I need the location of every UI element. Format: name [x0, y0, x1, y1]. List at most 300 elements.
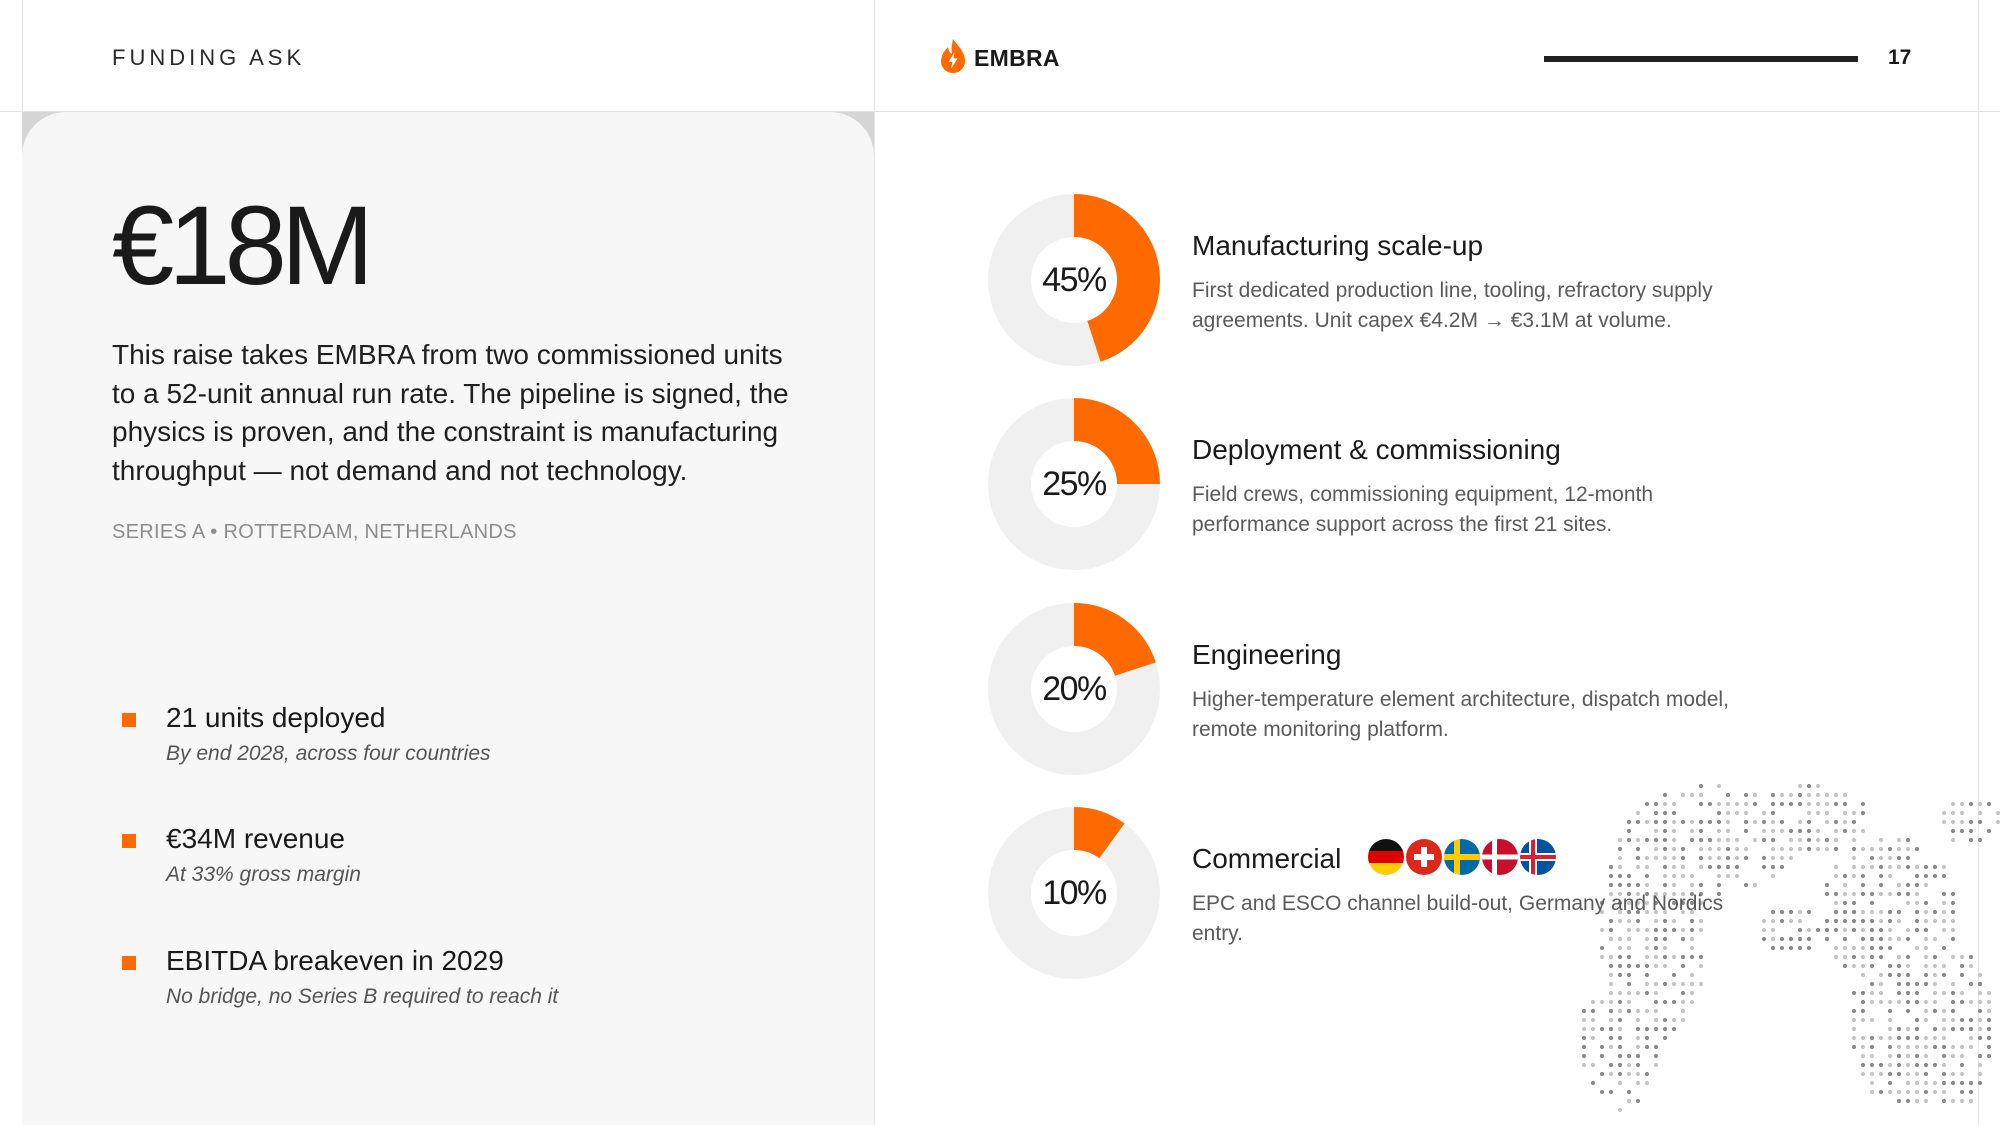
map-dot — [1888, 874, 1892, 878]
map-dot — [1951, 991, 1955, 995]
map-dot — [1870, 1045, 1874, 1049]
map-dot — [1996, 811, 2000, 815]
map-dot — [1924, 1081, 1928, 1085]
map-dot — [1699, 784, 1703, 788]
map-dot — [1618, 991, 1622, 995]
map-dot — [1987, 1027, 1991, 1031]
denmark-flag-icon — [1482, 839, 1518, 875]
map-dot — [1645, 1036, 1649, 1040]
map-dot — [1951, 919, 1955, 923]
map-dot — [1609, 1045, 1613, 1049]
map-dot — [1609, 1090, 1613, 1094]
map-dot — [1987, 991, 1991, 995]
map-dot — [1627, 1054, 1631, 1058]
map-dot — [1987, 1045, 1991, 1049]
map-dot — [1951, 901, 1955, 905]
map-dot — [1915, 928, 1919, 932]
page-number: 17 — [1888, 46, 1912, 69]
map-dot — [1789, 793, 1793, 797]
map-dot — [1654, 1045, 1658, 1049]
map-dot — [1888, 946, 1892, 950]
map-dot — [1933, 910, 1937, 914]
map-dot — [1915, 1099, 1919, 1103]
map-dot — [1897, 919, 1901, 923]
map-dot — [1888, 1009, 1892, 1013]
map-dot — [1681, 1009, 1685, 1013]
map-dot — [1618, 1108, 1622, 1112]
map-dot — [1951, 982, 1955, 986]
map-dot — [1897, 883, 1901, 887]
map-dot — [1609, 1009, 1613, 1013]
map-dot — [1636, 1009, 1640, 1013]
map-dot — [1672, 802, 1676, 806]
map-dot — [1861, 1072, 1865, 1076]
map-dot — [1906, 1063, 1910, 1067]
map-dot — [1798, 793, 1802, 797]
map-dot — [1906, 1081, 1910, 1085]
map-dot — [1924, 1099, 1928, 1103]
map-dot — [1852, 1027, 1856, 1031]
map-dot — [1969, 1000, 1973, 1004]
map-dot — [1618, 1027, 1622, 1031]
map-dot — [1798, 784, 1802, 788]
map-dot — [1924, 874, 1928, 878]
map-dot — [1960, 1027, 1964, 1031]
map-dot — [1654, 1018, 1658, 1022]
bullet-square-icon — [122, 956, 136, 970]
map-dot — [1690, 982, 1694, 986]
map-dot — [1654, 802, 1658, 806]
map-dot — [1690, 991, 1694, 995]
map-dot — [1663, 802, 1667, 806]
map-dot — [1924, 955, 1928, 959]
map-dot — [1906, 1036, 1910, 1040]
map-dot — [1897, 1027, 1901, 1031]
map-dot — [1897, 847, 1901, 851]
map-dot — [1744, 793, 1748, 797]
map-dot — [1906, 955, 1910, 959]
map-dot — [1645, 1009, 1649, 1013]
map-dot — [1951, 802, 1955, 806]
map-dot — [1978, 820, 1982, 824]
allocation-percent: 20% — [1042, 669, 1106, 708]
allocation-percent: 10% — [1042, 873, 1106, 912]
map-dot — [1888, 1027, 1892, 1031]
map-dot — [1618, 1000, 1622, 1004]
allocation-title: Manufacturing scale-up — [1192, 230, 1484, 261]
map-dot — [1915, 847, 1919, 851]
map-dot — [1861, 1036, 1865, 1040]
map-dot — [1672, 982, 1676, 986]
map-dot — [1834, 802, 1838, 806]
map-dot — [1906, 973, 1910, 977]
map-dot — [1618, 1081, 1622, 1085]
map-dot — [1987, 1018, 1991, 1022]
funding-intro: This raise takes EMBRA from two commissioned units to a 52-unit annual run rate. The pipeline is signed, the physics is proven, and the constraint is manufacturing throughput — not demand and not technology. — [112, 339, 789, 486]
map-dot — [1942, 820, 1946, 824]
map-dot — [1753, 793, 1757, 797]
map-dot — [1591, 1036, 1595, 1040]
map-dot — [1924, 910, 1928, 914]
map-dot — [1960, 955, 1964, 959]
allocation-percent: 25% — [1042, 464, 1106, 503]
map-dot — [1870, 1072, 1874, 1076]
map-dot — [1690, 1000, 1694, 1004]
map-dot — [1969, 1036, 1973, 1040]
map-dot — [1942, 1018, 1946, 1022]
map-dot — [1861, 1018, 1865, 1022]
map-dot — [1897, 910, 1901, 914]
map-dot — [1852, 1009, 1856, 1013]
map-dot — [1888, 1045, 1892, 1049]
funding-amount: €18M — [112, 183, 369, 308]
map-dot — [1636, 1099, 1640, 1103]
map-dot — [1771, 802, 1775, 806]
map-dot — [1807, 793, 1811, 797]
map-dot — [1924, 919, 1928, 923]
map-dot — [1654, 1063, 1658, 1067]
map-dot — [1870, 982, 1874, 986]
map-dot — [1951, 937, 1955, 941]
map-dot — [1933, 1000, 1937, 1004]
map-dot — [1627, 1090, 1631, 1094]
milestone-subtitle: At 33% gross margin — [166, 863, 361, 886]
map-dot — [1591, 1009, 1595, 1013]
map-dot — [1663, 1036, 1667, 1040]
map-dot — [1915, 982, 1919, 986]
map-dot — [1933, 1063, 1937, 1067]
map-dot — [1942, 901, 1946, 905]
section-label: FUNDING ASK — [112, 45, 306, 70]
map-dot — [1897, 838, 1901, 842]
map-dot — [1933, 982, 1937, 986]
map-dot — [1888, 1054, 1892, 1058]
map-dot — [1582, 1027, 1586, 1031]
map-dot — [1636, 1072, 1640, 1076]
map-dot — [1969, 1081, 1973, 1085]
map-dot — [1924, 982, 1928, 986]
map-dot — [1924, 1009, 1928, 1013]
map-dot — [1861, 802, 1865, 806]
map-dot — [1897, 1045, 1901, 1049]
map-dot — [1879, 1072, 1883, 1076]
map-dot — [1951, 829, 1955, 833]
map-dot — [1978, 1063, 1982, 1067]
map-dot — [1699, 982, 1703, 986]
map-dot — [1888, 847, 1892, 851]
map-dot — [1915, 1081, 1919, 1085]
map-dot — [1852, 991, 1856, 995]
map-dot — [1645, 982, 1649, 986]
map-dot — [1879, 982, 1883, 986]
map-dot — [1897, 1036, 1901, 1040]
map-dot — [1591, 1063, 1595, 1067]
map-dot — [1978, 1081, 1982, 1085]
map-dot — [1951, 1045, 1955, 1049]
map-dot — [1636, 1081, 1640, 1085]
map-dot — [1897, 1063, 1901, 1067]
allocation-description: Field crews, commissioning equipment, 12-month performance support across the first 21 sites. — [1192, 483, 1654, 536]
map-dot — [1942, 1027, 1946, 1031]
allocation-title: Commercial — [1192, 843, 1342, 874]
map-dot — [1888, 964, 1892, 968]
map-dot — [1951, 1000, 1955, 1004]
map-dot — [1636, 991, 1640, 995]
map-dot — [1600, 1072, 1604, 1076]
map-dot — [1807, 784, 1811, 788]
map-dot — [1888, 973, 1892, 977]
map-dot — [1879, 1036, 1883, 1040]
map-dot — [1924, 901, 1928, 905]
map-dot — [1870, 1018, 1874, 1022]
allocation-description: First dedicated production line, tooling, refractory supply agreements. Unit capex €4.2M → €3.1M at volume. — [1192, 279, 1713, 332]
map-dot — [1960, 991, 1964, 995]
map-dot — [1978, 802, 1982, 806]
map-dot — [1906, 1045, 1910, 1049]
map-dot — [1807, 802, 1811, 806]
allocation-title: Deployment & commissioning — [1192, 434, 1561, 465]
map-dot — [1951, 820, 1955, 824]
map-dot — [1591, 1027, 1595, 1031]
map-dot — [1870, 1063, 1874, 1067]
map-dot — [1690, 793, 1694, 797]
map-dot — [1951, 1054, 1955, 1058]
map-dot — [1915, 919, 1919, 923]
map-dot — [1915, 865, 1919, 869]
map-dot — [1699, 793, 1703, 797]
map-dot — [1924, 973, 1928, 977]
map-dot — [1672, 1018, 1676, 1022]
map-dot — [1672, 1000, 1676, 1004]
map-dot — [1942, 946, 1946, 950]
map-dot — [1870, 1000, 1874, 1004]
map-dot — [1924, 1000, 1928, 1004]
milestone-title: 21 units deployed — [166, 702, 386, 733]
map-dot — [1618, 1045, 1622, 1049]
map-dot — [1654, 991, 1658, 995]
map-dot — [1924, 1072, 1928, 1076]
map-dot — [1780, 793, 1784, 797]
map-dot — [1825, 802, 1829, 806]
map-dot — [1906, 1090, 1910, 1094]
map-dot — [1600, 1090, 1604, 1094]
map-dot — [1951, 1009, 1955, 1013]
map-dot — [1906, 856, 1910, 860]
map-dot — [1960, 964, 1964, 968]
map-dot — [1915, 991, 1919, 995]
map-dot — [1969, 1090, 1973, 1094]
map-dot — [1915, 1063, 1919, 1067]
map-dot — [1942, 1081, 1946, 1085]
milestone-subtitle: No bridge, no Series B required to reach it — [166, 985, 559, 1008]
map-dot — [1627, 991, 1631, 995]
map-dot — [1978, 811, 1982, 815]
map-dot — [1663, 1027, 1667, 1031]
allocation-title: Engineering — [1192, 639, 1342, 670]
map-dot — [1888, 892, 1892, 896]
map-dot — [1897, 1072, 1901, 1076]
map-dot — [1654, 1054, 1658, 1058]
map-dot — [1942, 1036, 1946, 1040]
map-dot — [1582, 1054, 1586, 1058]
map-dot — [1672, 1027, 1676, 1031]
map-dot — [1933, 955, 1937, 959]
map-dot — [1942, 1063, 1946, 1067]
map-dot — [1897, 964, 1901, 968]
allocation-description: EPC and ESCO channel build-out, Germany and Nordics entry. — [1192, 892, 1724, 945]
map-dot — [1798, 802, 1802, 806]
map-dot — [1933, 937, 1937, 941]
map-dot — [1897, 865, 1901, 869]
map-dot — [1708, 802, 1712, 806]
map-dot — [1897, 937, 1901, 941]
map-dot — [1915, 892, 1919, 896]
map-dot — [1942, 1009, 1946, 1013]
map-dot — [1969, 802, 1973, 806]
map-dot — [1888, 1000, 1892, 1004]
map-dot — [1654, 982, 1658, 986]
map-dot — [1645, 1027, 1649, 1031]
map-dot — [1906, 838, 1910, 842]
map-dot — [1960, 829, 1964, 833]
milestone-title: €34M revenue — [166, 823, 346, 854]
map-dot — [1969, 1018, 1973, 1022]
map-dot — [1915, 901, 1919, 905]
map-dot — [1582, 1018, 1586, 1022]
map-dot — [1906, 928, 1910, 932]
map-dot — [1906, 1099, 1910, 1103]
map-dot — [1699, 802, 1703, 806]
map-dot — [1816, 802, 1820, 806]
map-dot — [1780, 802, 1784, 806]
map-dot — [1969, 955, 1973, 959]
map-dot — [1888, 865, 1892, 869]
map-dot — [1636, 1018, 1640, 1022]
map-dot — [1681, 1000, 1685, 1004]
map-dot — [1609, 1063, 1613, 1067]
map-dot — [1915, 1027, 1919, 1031]
map-dot — [1879, 1000, 1883, 1004]
bullet-square-icon — [122, 834, 136, 848]
map-dot — [1969, 1099, 1973, 1103]
map-dot — [1888, 937, 1892, 941]
map-dot — [1933, 865, 1937, 869]
map-dot — [1942, 874, 1946, 878]
map-dot — [1618, 1072, 1622, 1076]
map-dot — [1654, 1000, 1658, 1004]
map-dot — [1888, 1072, 1892, 1076]
map-dot — [1717, 802, 1721, 806]
map-dot — [1960, 1054, 1964, 1058]
map-dot — [1654, 1027, 1658, 1031]
map-dot — [1618, 1063, 1622, 1067]
map-dot — [1843, 793, 1847, 797]
map-dot — [1744, 802, 1748, 806]
map-dot — [1924, 1045, 1928, 1049]
map-dot — [1924, 1054, 1928, 1058]
map-dot — [1906, 1054, 1910, 1058]
map-dot — [1645, 1081, 1649, 1085]
map-dot — [1609, 1072, 1613, 1076]
map-dot — [1879, 1063, 1883, 1067]
map-dot — [1609, 1018, 1613, 1022]
map-dot — [1942, 964, 1946, 968]
map-dot — [1636, 1036, 1640, 1040]
map-dot — [1663, 1018, 1667, 1022]
map-dot — [1951, 838, 1955, 842]
map-dot — [1924, 865, 1928, 869]
map-dot — [1933, 991, 1937, 995]
map-dot — [1924, 964, 1928, 968]
map-dot — [1987, 802, 1991, 806]
map-dot — [1627, 982, 1631, 986]
map-dot — [1915, 946, 1919, 950]
map-dot — [1861, 1054, 1865, 1058]
map-dot — [1951, 1081, 1955, 1085]
map-dot — [1978, 982, 1982, 986]
map-dot — [1906, 1072, 1910, 1076]
map-dot — [1861, 1063, 1865, 1067]
map-dot — [1897, 1099, 1901, 1103]
map-dot — [1897, 991, 1901, 995]
map-dot — [1942, 919, 1946, 923]
map-dot — [1915, 1090, 1919, 1094]
map-dot — [1933, 1036, 1937, 1040]
map-dot — [1951, 955, 1955, 959]
map-dot — [1618, 1009, 1622, 1013]
map-dot — [1636, 1063, 1640, 1067]
map-dot — [1816, 784, 1820, 788]
map-dot — [1951, 910, 1955, 914]
map-dot — [1906, 883, 1910, 887]
map-dot — [1906, 1000, 1910, 1004]
map-dot — [1582, 1045, 1586, 1049]
map-dot — [1861, 1000, 1865, 1004]
map-dot — [1906, 901, 1910, 905]
map-dot — [1933, 1045, 1937, 1049]
map-dot — [1852, 1018, 1856, 1022]
map-dot — [1969, 1027, 1973, 1031]
map-dot — [1960, 811, 1964, 815]
map-dot — [1942, 865, 1946, 869]
map-dot — [1897, 982, 1901, 986]
map-dot — [1726, 793, 1730, 797]
map-dot — [1627, 1063, 1631, 1067]
map-dot — [1924, 937, 1928, 941]
map-dot — [1924, 1090, 1928, 1094]
map-dot — [1951, 928, 1955, 932]
map-dot — [1906, 865, 1910, 869]
map-dot — [1960, 1099, 1964, 1103]
map-dot — [1888, 919, 1892, 923]
map-dot — [1915, 1018, 1919, 1022]
map-dot — [1987, 1009, 1991, 1013]
map-dot — [1978, 1018, 1982, 1022]
flame-bolt-icon — [940, 38, 966, 79]
map-dot — [1888, 1036, 1892, 1040]
map-dot — [1735, 802, 1739, 806]
map-dot — [1906, 982, 1910, 986]
map-dot — [1915, 910, 1919, 914]
map-dot — [1915, 1072, 1919, 1076]
map-dot — [1645, 1072, 1649, 1076]
map-dot — [1609, 991, 1613, 995]
map-dot — [1987, 829, 1991, 833]
map-dot — [1942, 991, 1946, 995]
map-dot — [1870, 991, 1874, 995]
map-dot — [1969, 982, 1973, 986]
germany-flag-icon — [1368, 839, 1404, 875]
